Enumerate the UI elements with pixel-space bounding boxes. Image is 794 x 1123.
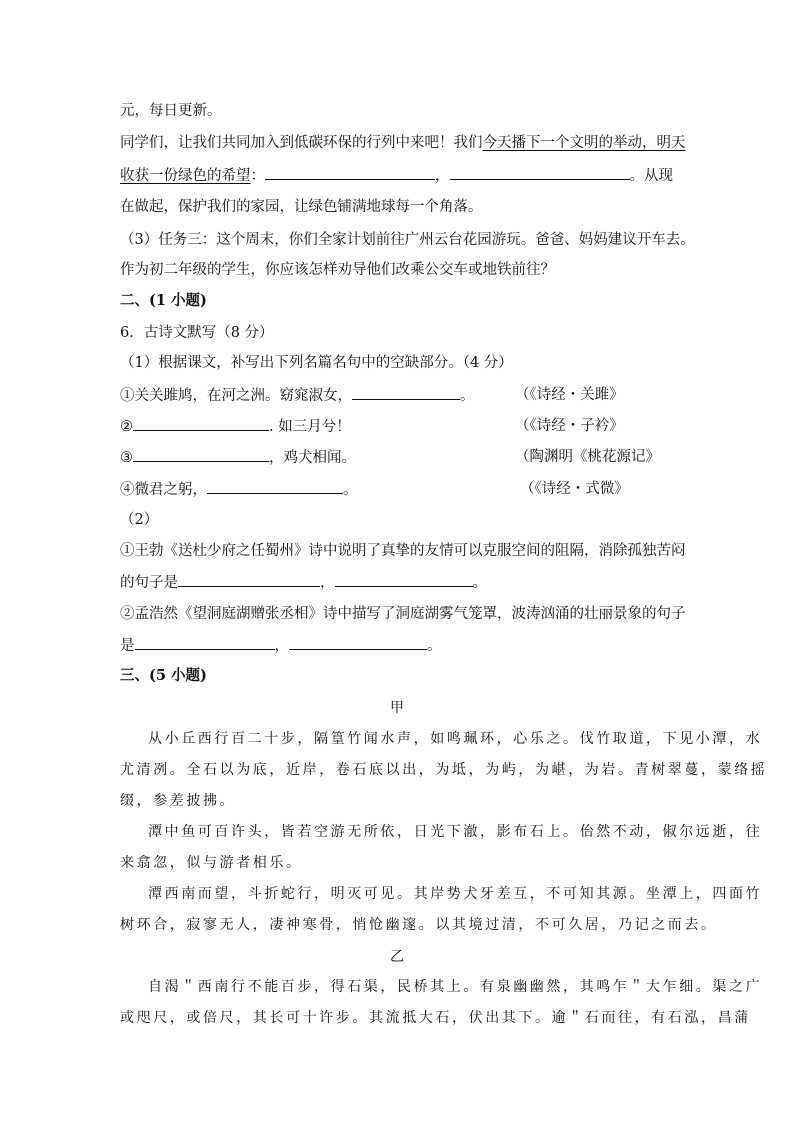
item-source: （《诗经・关雎》 xyxy=(515,387,624,403)
answer-blank[interactable] xyxy=(335,572,473,587)
answer-blank[interactable] xyxy=(265,165,435,180)
task-line: 作为初二年级的学生，你应该怎样劝导他们改乘公交车或地铁前往？ xyxy=(120,262,555,278)
answer-blank[interactable] xyxy=(135,635,275,650)
passage-line: 缀，参差披拂。 xyxy=(120,793,237,809)
item-text: 。 xyxy=(460,388,475,404)
fill-item-3 xyxy=(120,447,356,468)
answer-blank[interactable] xyxy=(207,479,343,494)
answer-blank[interactable] xyxy=(133,447,269,462)
answer-blank[interactable] xyxy=(352,385,460,400)
text-span: ， xyxy=(320,575,335,591)
answer-blank[interactable] xyxy=(289,635,427,650)
section-title: 三、(5 小题) xyxy=(120,667,207,684)
item-text: ② xyxy=(120,419,133,435)
passage-line: 尤清冽。全石以为底，近岸，卷石底以出，为坻，为屿，为嵁，为岩。青树翠蔓，蒙络摇 xyxy=(120,762,768,778)
question-label: （2） xyxy=(120,512,159,528)
passage-line: 自渴＂西南行不能百步，得石渠，民桥其上。有泉幽幽然，其鸣乍＂大乍细。渠之广 xyxy=(148,979,763,995)
text-span: 的句子是 xyxy=(120,575,178,591)
text-span: 。从现 xyxy=(629,168,673,184)
underlined-text: 今天播下一个文明的举动，明天 xyxy=(482,135,686,151)
passage-line: 潭西南而望，斗折蛇行，明灭可见。其岸势犬牙差互，不可知其源。坐潭上，四面竹 xyxy=(148,886,763,902)
text-span: 是 xyxy=(120,638,135,654)
item-source: （陶渊明《桃花源记》 xyxy=(515,449,660,465)
passage-label-yi: 乙 xyxy=(390,949,404,965)
answer-blank[interactable] xyxy=(178,572,320,587)
text-line xyxy=(120,572,487,593)
answer-blank[interactable] xyxy=(450,165,630,180)
text-span: ， xyxy=(435,168,450,184)
item-text: . 如三月兮！ xyxy=(269,419,351,435)
passage-label-jia: 甲 xyxy=(390,700,404,716)
text-line xyxy=(120,635,442,656)
text-line: 元，每日更新。 xyxy=(120,103,222,119)
text-line xyxy=(120,133,686,153)
text-line: ②孟浩然《望洞庭湖赠张丞相》诗中描写了洞庭湖雾气笼罩，波涛汹涌的壮丽景象的句子 xyxy=(120,606,686,622)
answer-blank[interactable] xyxy=(133,416,269,431)
item-text: ④微君之躬， xyxy=(120,482,207,498)
fill-item-1 xyxy=(120,385,475,406)
text-span: 。 xyxy=(472,575,487,591)
section-title: 二、(1 小题) xyxy=(120,292,207,309)
text-span: ： xyxy=(250,168,265,184)
text-line: 在做起，保护我们的家园，让绿色铺满地球每一个角落。 xyxy=(120,199,483,215)
item-text: ③ xyxy=(120,450,133,466)
item-source: （《诗经・式微》 xyxy=(520,481,629,497)
fill-item-2 xyxy=(120,416,351,437)
passage-line: 来翕忽，似与游者相乐。 xyxy=(120,855,303,871)
item-text: 。 xyxy=(343,482,358,498)
underlined-text: 收获一份绿色的希望 xyxy=(120,168,251,184)
passage-line: 树环合，寂寥无人，凄神寒骨，悄怆幽邃。以其境过清，不可久居，乃记之而去。 xyxy=(120,917,718,933)
text-line xyxy=(120,165,673,186)
text-span: 同学们，让我们共同加入到低碳环保的行列中来吧！我们 xyxy=(120,135,483,151)
item-text: ，鸡犬相闻。 xyxy=(269,450,356,466)
task-line: （3）任务三：这个周末，你们全家计划前往广州云台花园游玩。爸爸、妈妈建议开车去。 xyxy=(120,232,695,248)
passage-line: 从小丘西行百二十步，隔篁竹闻水声，如鸣珮环，心乐之。伐竹取道，下见小潭，水 xyxy=(148,731,763,747)
item-source: （《诗经・子衿》 xyxy=(515,418,624,434)
text-span: 。 xyxy=(427,638,442,654)
text-span: ， xyxy=(274,638,289,654)
passage-line: 或咫尺，或倍尺，其长可十许步。其流抵大石，伏出其下。逾＂石而往，有石泓，昌蒲 xyxy=(120,1010,751,1026)
passage-line: 潭中鱼可百许头，皆若空游无所依，日光下澈，影布石上。佁然不动，俶尔远逝，往 xyxy=(148,824,763,840)
question-intro: （1）根据课文，补写出下列名篇名句中的空缺部分。（4 分） xyxy=(120,355,513,371)
item-text: ①关关雎鸠，在河之洲。窈窕淑女， xyxy=(120,388,352,404)
fill-item-4 xyxy=(120,479,358,500)
text-line: ①王勃《送杜少府之任蜀州》诗中说明了真挚的友情可以克服空间的阻隔，消除孤独苦闷 xyxy=(120,543,686,559)
question-title: 6．古诗文默写（8 分） xyxy=(120,325,274,341)
